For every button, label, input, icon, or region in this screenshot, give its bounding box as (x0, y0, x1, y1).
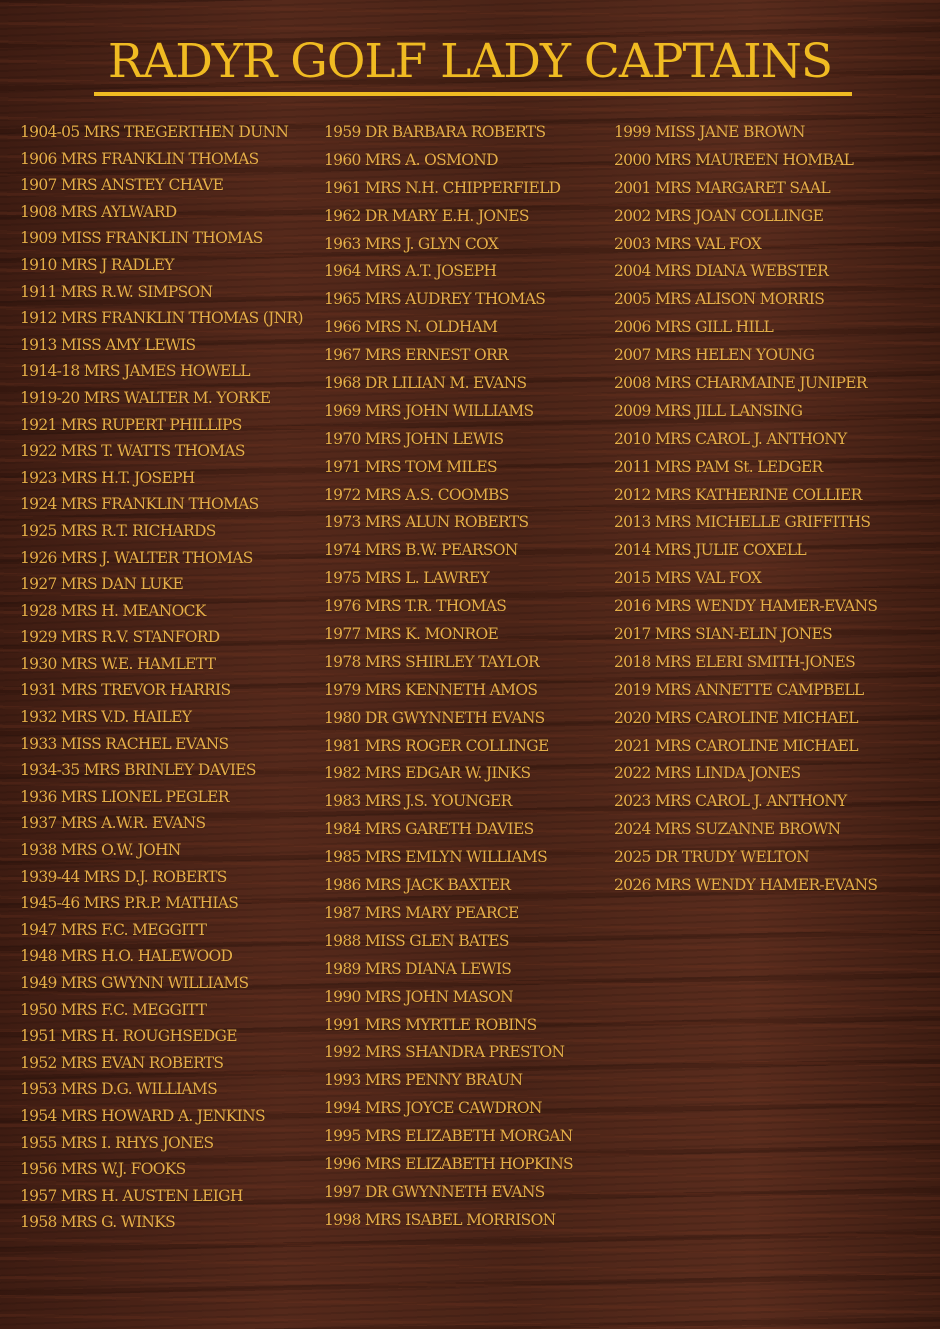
captain-entry: 1965 MRS AUDREY THOMAS (324, 290, 546, 309)
captain-entry: 2010 MRS CAROL J. ANTHONY (614, 429, 847, 448)
captain-entry: 2006 MRS GILL HILL (614, 318, 774, 337)
captain-entry: 1984 MRS GARETH DAVIES (324, 820, 534, 839)
captain-entry: 1922 MRS T. WATTS THOMAS (20, 442, 245, 461)
captain-entry: 1973 MRS ALUN ROBERTS (324, 513, 529, 532)
captain-entry: 2025 DR TRUDY WELTON (614, 848, 809, 867)
captain-entry: 1978 MRS SHIRLEY TAYLOR (324, 652, 540, 671)
captain-entry: 1975 MRS L. LAWREY (324, 569, 490, 588)
captain-entry: 1997 DR GWYNNETH EVANS (324, 1182, 545, 1201)
captain-entry: 1964 MRS A.T. JOSEPH (324, 262, 497, 281)
captain-entry: 1986 MRS JACK BAXTER (324, 876, 511, 895)
captain-entry: 1976 MRS T.R. THOMAS (324, 597, 507, 616)
captain-entry: 1913 MISS AMY LEWIS (20, 335, 196, 354)
captain-entry: 1970 MRS JOHN LEWIS (324, 429, 504, 448)
captain-entry: 2015 MRS VAL FOX (614, 569, 762, 588)
captain-entry: 1945-46 MRS P.R.P. MATHIAS (20, 894, 239, 913)
captain-entry: 1909 MISS FRANKLIN THOMAS (20, 229, 263, 248)
captain-entry: 1934-35 MRS BRINLEY DAVIES (20, 761, 256, 780)
captain-entry: 1981 MRS ROGER COLLINGE (324, 736, 549, 755)
captain-entry: 1953 MRS D.G. WILLIAMS (20, 1080, 217, 1099)
captain-entry: 2021 MRS CAROLINE MICHAEL (614, 736, 858, 755)
captain-entry: 1987 MRS MARY PEARCE (324, 903, 519, 922)
captain-entry: 1908 MRS AYLWARD (20, 202, 177, 221)
captain-entry: 1904-05 MRS TREGERTHEN DUNN (20, 123, 289, 141)
captain-entry: 2013 MRS MICHELLE GRIFFITHS (614, 513, 871, 532)
captains-column-2 (324, 119, 573, 1235)
captain-entry: 2005 MRS ALISON MORRIS (614, 290, 825, 309)
captain-entry: 2002 MRS JOAN COLLINGE (614, 206, 824, 225)
captain-entry: 1995 MRS ELIZABETH MORGAN (324, 1127, 573, 1146)
captain-entry: 2018 MRS ELERI SMITH-JONES (614, 652, 856, 671)
captain-entry: 2017 MRS SIAN-ELIN JONES (614, 625, 833, 644)
captain-entry: 1911 MRS R.W. SIMPSON (20, 282, 213, 301)
captain-entry: 1910 MRS J RADLEY (20, 255, 174, 274)
captain-entry: 2012 MRS KATHERINE COLLIER (614, 485, 862, 504)
captain-entry: 2026 MRS WENDY HAMER-EVANS (614, 876, 878, 895)
captain-entry: 2009 MRS JILL LANSING (614, 401, 803, 420)
captain-entry: 2022 MRS LINDA JONES (614, 764, 801, 783)
captain-entry: 1931 MRS TREVOR HARRIS (20, 681, 231, 700)
captain-entry: 1966 MRS N. OLDHAM (324, 318, 498, 337)
captain-entry: 1979 MRS KENNETH AMOS (324, 680, 538, 699)
captain-entry: 1933 MISS RACHEL EVANS (20, 734, 229, 753)
captain-entry: 1951 MRS H. ROUGHSEDGE (20, 1027, 237, 1046)
captain-entry: 2011 MRS PAM St. LEDGER (614, 457, 823, 476)
captain-entry: 1936 MRS LIONEL PEGLER (20, 787, 229, 806)
captain-entry: 2019 MRS ANNETTE CAMPBELL (614, 680, 864, 699)
captain-entry: 1974 MRS B.W. PEARSON (324, 541, 518, 560)
captain-entry: 1985 MRS EMLYN WILLIAMS (324, 848, 548, 867)
captain-entry: 1949 MRS GWYNN WILLIAMS (20, 974, 249, 992)
captain-entry: 1983 MRS J.S. YOUNGER (324, 792, 512, 811)
captain-entry: 2007 MRS HELEN YOUNG (614, 346, 815, 365)
captain-entry: 1930 MRS W.E. HAMLETT (20, 654, 216, 673)
captain-entry: 2003 MRS VAL FOX (614, 234, 762, 253)
captain-entry: 1991 MRS MYRTLE ROBINS (324, 1015, 537, 1034)
captain-entry: 1960 MRS A. OSMOND (324, 150, 498, 169)
captain-entry: 1958 MRS G. WINKS (20, 1213, 176, 1232)
captain-entry: 2023 MRS CAROL J. ANTHONY (614, 792, 847, 811)
captain-entry: 1923 MRS H.T. JOSEPH (20, 468, 195, 487)
captain-entry: 1955 MRS I. RHYS JONES (20, 1133, 214, 1152)
captain-entry: 1927 MRS DAN LUKE (20, 575, 184, 594)
captain-entry: 1912 MRS FRANKLIN THOMAS (JNR) (20, 309, 303, 328)
captain-entry: 1906 MRS FRANKLIN THOMAS (20, 149, 259, 168)
captain-entry: 1994 MRS JOYCE CAWDRON (324, 1099, 542, 1118)
captain-entry: 1948 MRS H.O. HALEWOOD (20, 947, 233, 966)
captain-entry: 1969 MRS JOHN WILLIAMS (324, 401, 534, 420)
captain-entry: 1982 MRS EDGAR W. JINKS (324, 764, 531, 783)
captain-entry: 1950 MRS F.C. MEGGITT (20, 1000, 207, 1019)
captain-entry: 1963 MRS J. GLYN COX (324, 234, 499, 253)
captain-entry: 1968 DR LILIAN M. EVANS (324, 374, 527, 393)
captain-entry: 1996 MRS ELIZABETH HOPKINS (324, 1154, 573, 1173)
captain-entry: 1959 DR BARBARA ROBERTS (324, 123, 546, 141)
title-underline (94, 92, 852, 96)
captain-entry: 2016 MRS WENDY HAMER-EVANS (614, 597, 878, 616)
captain-entry: 2008 MRS CHARMAINE JUNIPER (614, 374, 867, 393)
captain-entry: 1952 MRS EVAN ROBERTS (20, 1053, 224, 1072)
captain-entry: 1961 MRS N.H. CHIPPERFIELD (324, 178, 561, 197)
captain-entry: 1998 MRS ISABEL MORRISON (324, 1210, 556, 1229)
captain-entry: 1939-44 MRS D.J. ROBERTS (20, 867, 227, 886)
captain-entry: 1947 MRS F.C. MEGGITT (20, 920, 207, 939)
captain-entry: 1926 MRS J. WALTER THOMAS (20, 548, 253, 567)
captain-entry: 2024 MRS SUZANNE BROWN (614, 820, 841, 839)
captains-column-1 (20, 119, 303, 1236)
page-title: RADYR GOLF LADY CAPTAINS (107, 34, 833, 89)
captain-entry: 1925 MRS R.T. RICHARDS (20, 521, 216, 540)
captain-entry: 1932 MRS V.D. HAILEY (20, 708, 192, 727)
captain-entry: 1929 MRS R.V. STANFORD (20, 628, 220, 647)
captain-entry: 1921 MRS RUPERT PHILLIPS (20, 415, 242, 434)
captain-entry: 1988 MISS GLEN BATES (324, 931, 509, 950)
captain-entry: 1962 DR MARY E.H. JONES (324, 206, 529, 225)
captain-entry: 1993 MRS PENNY BRAUN (324, 1071, 523, 1090)
captains-column-3 (614, 119, 877, 900)
captain-entry: 1980 DR GWYNNETH EVANS (324, 708, 545, 727)
captain-entry: 1924 MRS FRANKLIN THOMAS (20, 495, 259, 514)
captain-entry: 1914-18 MRS JAMES HOWELL (20, 362, 250, 381)
captain-entry: 2001 MRS MARGARET SAAL (614, 178, 830, 197)
captain-entry: 1990 MRS JOHN MASON (324, 987, 514, 1006)
captain-entry: 2020 MRS CAROLINE MICHAEL (614, 708, 858, 727)
captain-entry: 1938 MRS O.W. JOHN (20, 841, 181, 860)
captain-entry: 1957 MRS H. AUSTEN LEIGH (20, 1186, 243, 1205)
captain-entry: 1977 MRS K. MONROE (324, 625, 499, 644)
captain-entry: 2014 MRS JULIE COXELL (614, 541, 806, 560)
captain-entry: 2000 MRS MAUREEN HOMBAL (614, 150, 854, 169)
captain-entry: 1928 MRS H. MEANOCK (20, 601, 206, 620)
captain-entry: 1907 MRS ANSTEY CHAVE (20, 176, 224, 195)
captain-entry: 1989 MRS DIANA LEWIS (324, 959, 512, 978)
captain-entry: 1971 MRS TOM MILES (324, 457, 497, 476)
captain-entry: 1972 MRS A.S. COOMBS (324, 485, 509, 504)
captain-entry: 1919-20 MRS WALTER M. YORKE (20, 388, 271, 407)
captain-entry: 1956 MRS W.J. FOOKS (20, 1160, 186, 1179)
captain-entry: 2004 MRS DIANA WEBSTER (614, 262, 829, 281)
captain-entry: 1992 MRS SHANDRA PRESTON (324, 1043, 565, 1062)
captain-entry: 1999 MISS JANE BROWN (614, 123, 805, 141)
captain-entry: 1937 MRS A.W.R. EVANS (20, 814, 206, 833)
captain-entry: 1954 MRS HOWARD A. JENKINS (20, 1106, 265, 1125)
captain-entry: 1967 MRS ERNEST ORR (324, 346, 508, 365)
